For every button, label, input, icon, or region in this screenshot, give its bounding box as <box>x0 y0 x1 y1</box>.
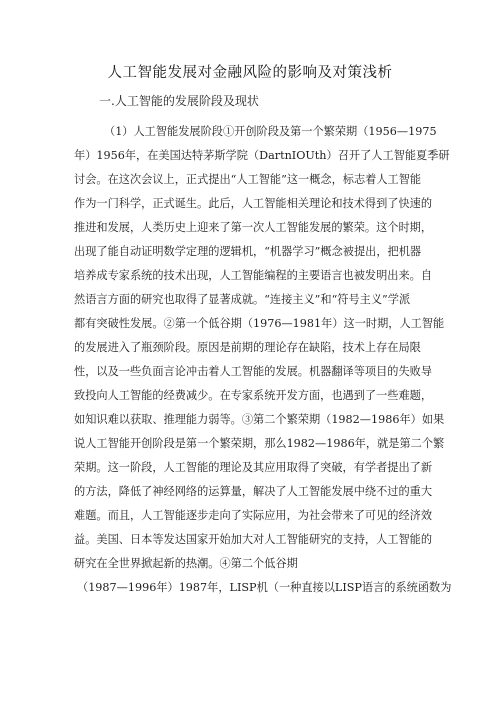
document-title: 人工智能发展对金融风险的影响及对策浅析 <box>107 65 393 81</box>
paragraph-line: 难题。而且，人工智能逐步走向了实际应用，为社会带来了可见的经济效 <box>74 509 433 522</box>
paragraph-line: 作为一门科学，正式诞生。此后，人工智能相关理论和技术得到了快速的 <box>74 197 433 210</box>
paragraph-line: 推进和发展，人类历史上迎来了第一次人工智能发展的繁荣。这个时期， <box>74 221 433 234</box>
paragraph-line: 然语言方面的研究也取得了显著成就。“连接主义”和“符号主义”学派 <box>74 293 411 306</box>
paragraph-line: 致投向人工智能的经费减少。在专家系统开发方面，也遇到了一些难题， <box>74 389 433 402</box>
paragraph-line: 性，以及一些负面言论冲击着人工智能的发展。机器翻译等项目的失败导 <box>74 365 433 378</box>
paragraph-line: 出现了能自动证明数学定理的逻辑机，“机器学习”概念被提出，把机器 <box>74 245 422 258</box>
body-paragraph <box>74 120 452 600</box>
paragraph-line: 如知识难以获取、推理能力弱等。③第二个繁荣期（1982—1986年）如果 <box>74 413 445 426</box>
paragraph-line: 研究在全世界掀起新的热潮。④第二个低谷期 <box>74 557 298 570</box>
paragraph-line: （1987—1996年）1987年，LISP机（一种直接以LISP语言的系统函数为 <box>77 581 452 594</box>
paragraph-line: 培养成专家系统的技术出现，人工智能编程的主要语言也被发明出来。自 <box>74 269 433 282</box>
paragraph-line: 讨会。在这次会议上，正式提出“人工智能”这一概念，标志着人工智能 <box>74 173 422 186</box>
paragraph-line: 都有突破性发展。②第一个低谷期（1976—1981年）这一时期，人工智能 <box>74 317 445 330</box>
paragraph-line: 说人工智能开创阶段是第一个繁荣期，那么1982—1986年，就是第二个繁 <box>74 437 445 450</box>
paragraph-line: 荣期。这一阶段，人工智能的理论及其应用取得了突破，有学者提出了新 <box>74 461 433 474</box>
paragraph-line: 的方法，降低了神经网络的运算量，解决了人工智能发展中绕不过的重大 <box>74 485 433 498</box>
paragraph-line: 的发展进入了瓶颈阶段。原因是前期的理论存在缺陷，技术上存在局限 <box>74 341 421 354</box>
paragraph-line: 益。美国、日本等发达国家开始加大对人工智能研究的支持，人工智能的 <box>74 533 433 546</box>
paragraph-line: 年）1956年，在美国达特茅斯学院（DartnIOUth）召开了人工智能夏季研 <box>74 149 450 162</box>
paragraph-line: （1）人工智能发展阶段①开创阶段及第一个繁荣期（1956—1975 <box>104 125 437 138</box>
section-heading: 一.人工智能的发展阶段及现状 <box>99 94 259 108</box>
